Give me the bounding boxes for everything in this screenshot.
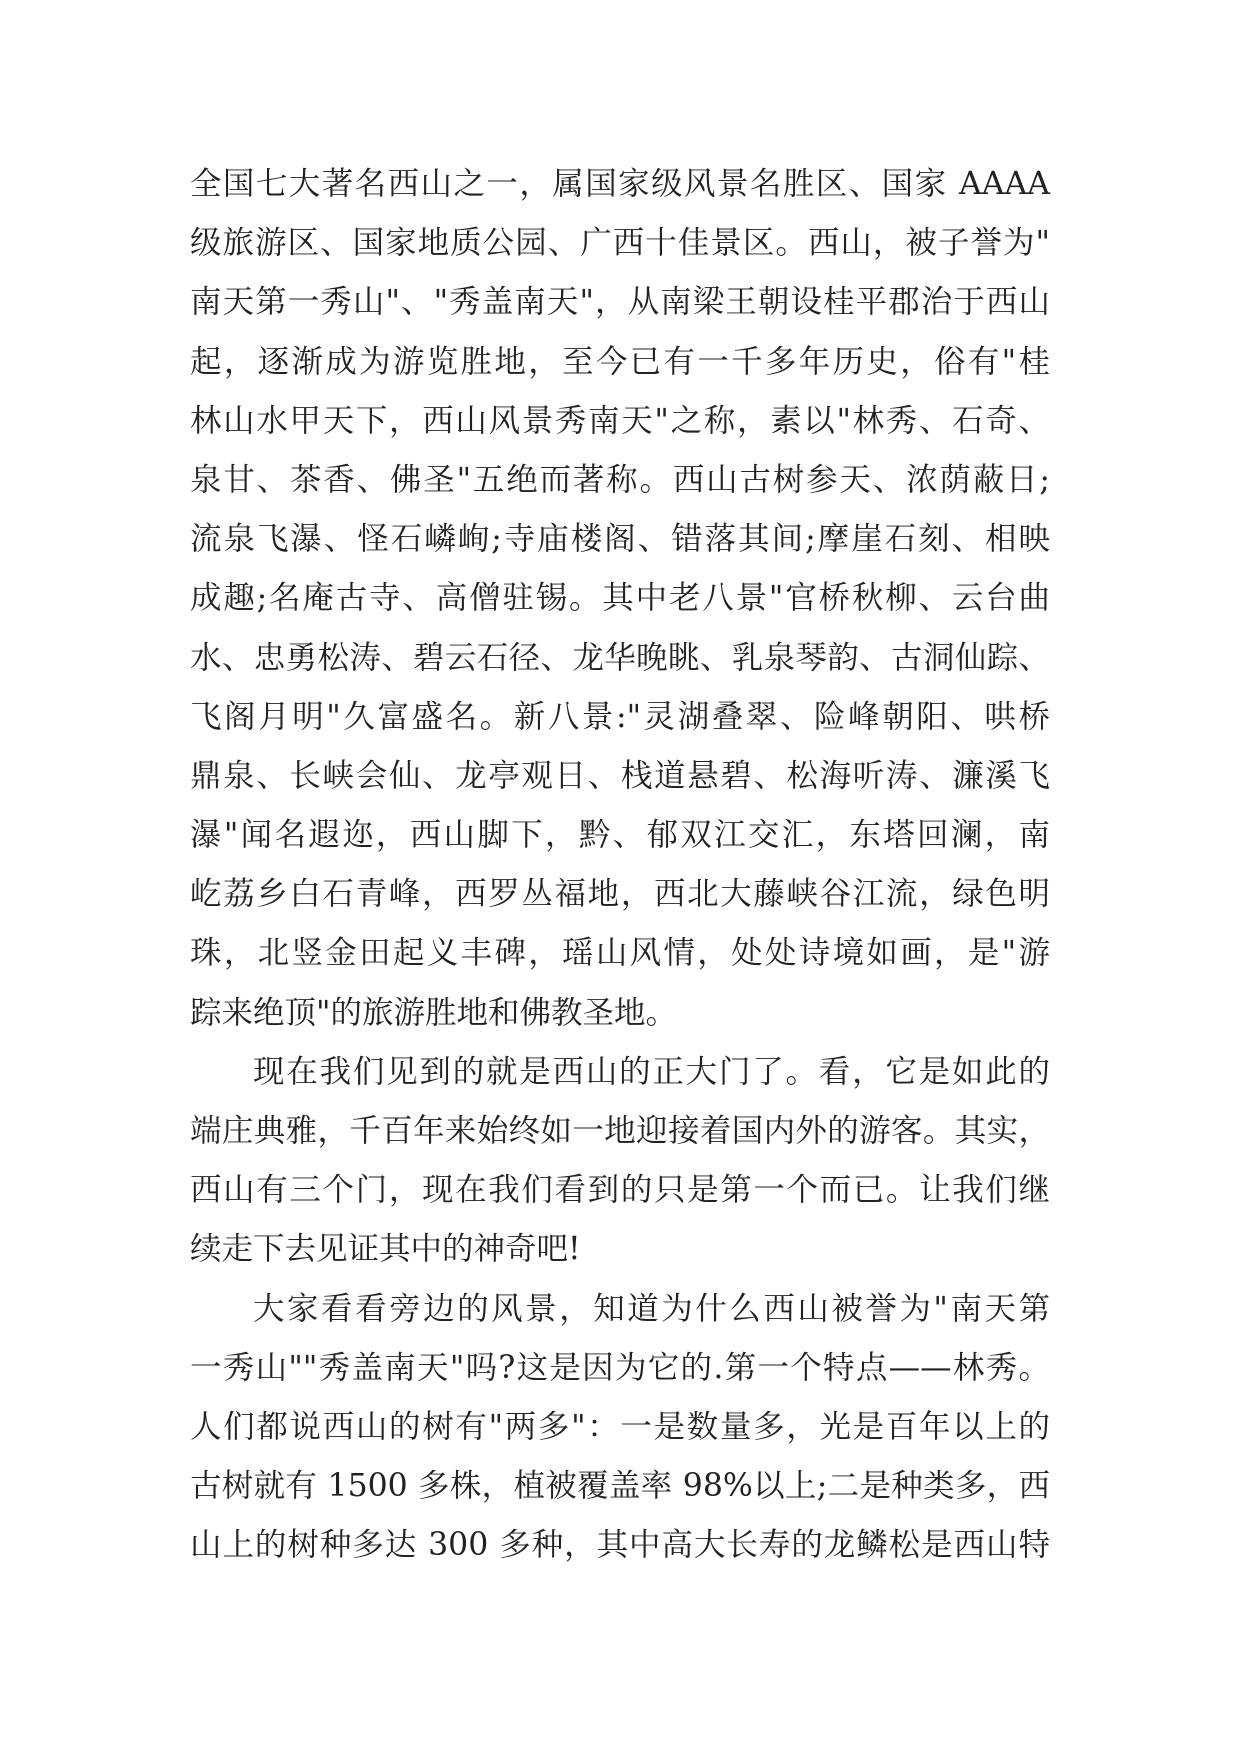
text-line: 鼎泉、长峡会仙、龙亭观日、栈道悬碧、松海听涛、濂溪飞 <box>190 757 1050 794</box>
text-line: 流泉飞瀑、怪石嶙峋;寺庙楼阁、错落其间;摩崖石刻、相映 <box>190 521 1050 558</box>
text-line: 瀑"闻名遐迩，西山脚下，黔、郁双江交汇，东塔回澜，南 <box>190 817 1050 854</box>
text-line: 古树就有 1500 多株，植被覆盖率 98%以上;二是种类多，西 <box>190 1468 1050 1505</box>
text-line: 水、忠勇松涛、碧云石径、龙华晚眺、乳泉琴韵、古洞仙踪、 <box>190 639 1050 676</box>
text-line: 西山有三个门，现在我们看到的只是第一个而已。让我们继 <box>190 1172 1050 1209</box>
text-line: 续走下去见证其中的神奇吧! <box>190 1231 581 1268</box>
text-line: 山上的树种多达 300 多种，其中高大长寿的龙鳞松是西山特 <box>190 1527 1050 1564</box>
text-line: 飞阁月明"久富盛名。新八景:"灵湖叠翠、险峰朝阳、哄桥 <box>190 698 1050 735</box>
text-line: 级旅游区、国家地质公园、广西十佳景区。西山，被子誉为" <box>190 225 1050 262</box>
text-line: 林山水甲天下，西山风景秀南天"之称，素以"林秀、石奇、 <box>190 402 1050 439</box>
text-line: 成趣;名庵古寺、高僧驻锡。其中老八景"官桥秋柳、云台曲 <box>190 580 1050 617</box>
text-line: 大家看看旁边的风景，知道为什么西山被誉为"南天第 <box>253 1290 1050 1327</box>
text-line: 人们都说西山的树有"两多"：一是数量多，光是百年以上的 <box>190 1408 1050 1445</box>
text-line: 泉甘、茶香、佛圣"五绝而著称。西山古树参天、浓荫蔽日; <box>190 461 1050 498</box>
paragraph-3 <box>190 1280 1050 1576</box>
text-line: 现在我们见到的就是西山的正大门了。看，它是如此的 <box>253 1053 1050 1090</box>
text-line: 屹荔乡白石青峰，西罗丛福地，西北大藤峡谷江流，绿色明 <box>190 876 1050 913</box>
text-line: 踪来绝顶"的旅游胜地和佛教圣地。 <box>190 994 677 1031</box>
text-line: 一秀山""秀盖南天"吗?这是因为它的.第一个特点——林秀。 <box>190 1349 1050 1386</box>
text-line: 珠，北竖金田起义丰碑，瑶山风情，处处诗境如画，是"游 <box>190 935 1050 972</box>
body-text <box>190 155 1050 1576</box>
text-line: 全国七大著名西山之一，属国家级风景名胜区、国家 AAAA <box>190 166 1050 202</box>
paragraph-2 <box>190 1043 1050 1280</box>
text-line: 南天第一秀山"、"秀盖南天"，从南梁王朝设桂平郡治于西山 <box>190 284 1050 321</box>
text-line: 端庄典雅，千百年来始终如一地迎接着国内外的游客。其实， <box>190 1113 1050 1149</box>
text-line: 起，逐渐成为游览胜地，至今已有一千多年历史，俗有"桂 <box>190 343 1050 380</box>
paragraph-1 <box>190 155 1050 1043</box>
